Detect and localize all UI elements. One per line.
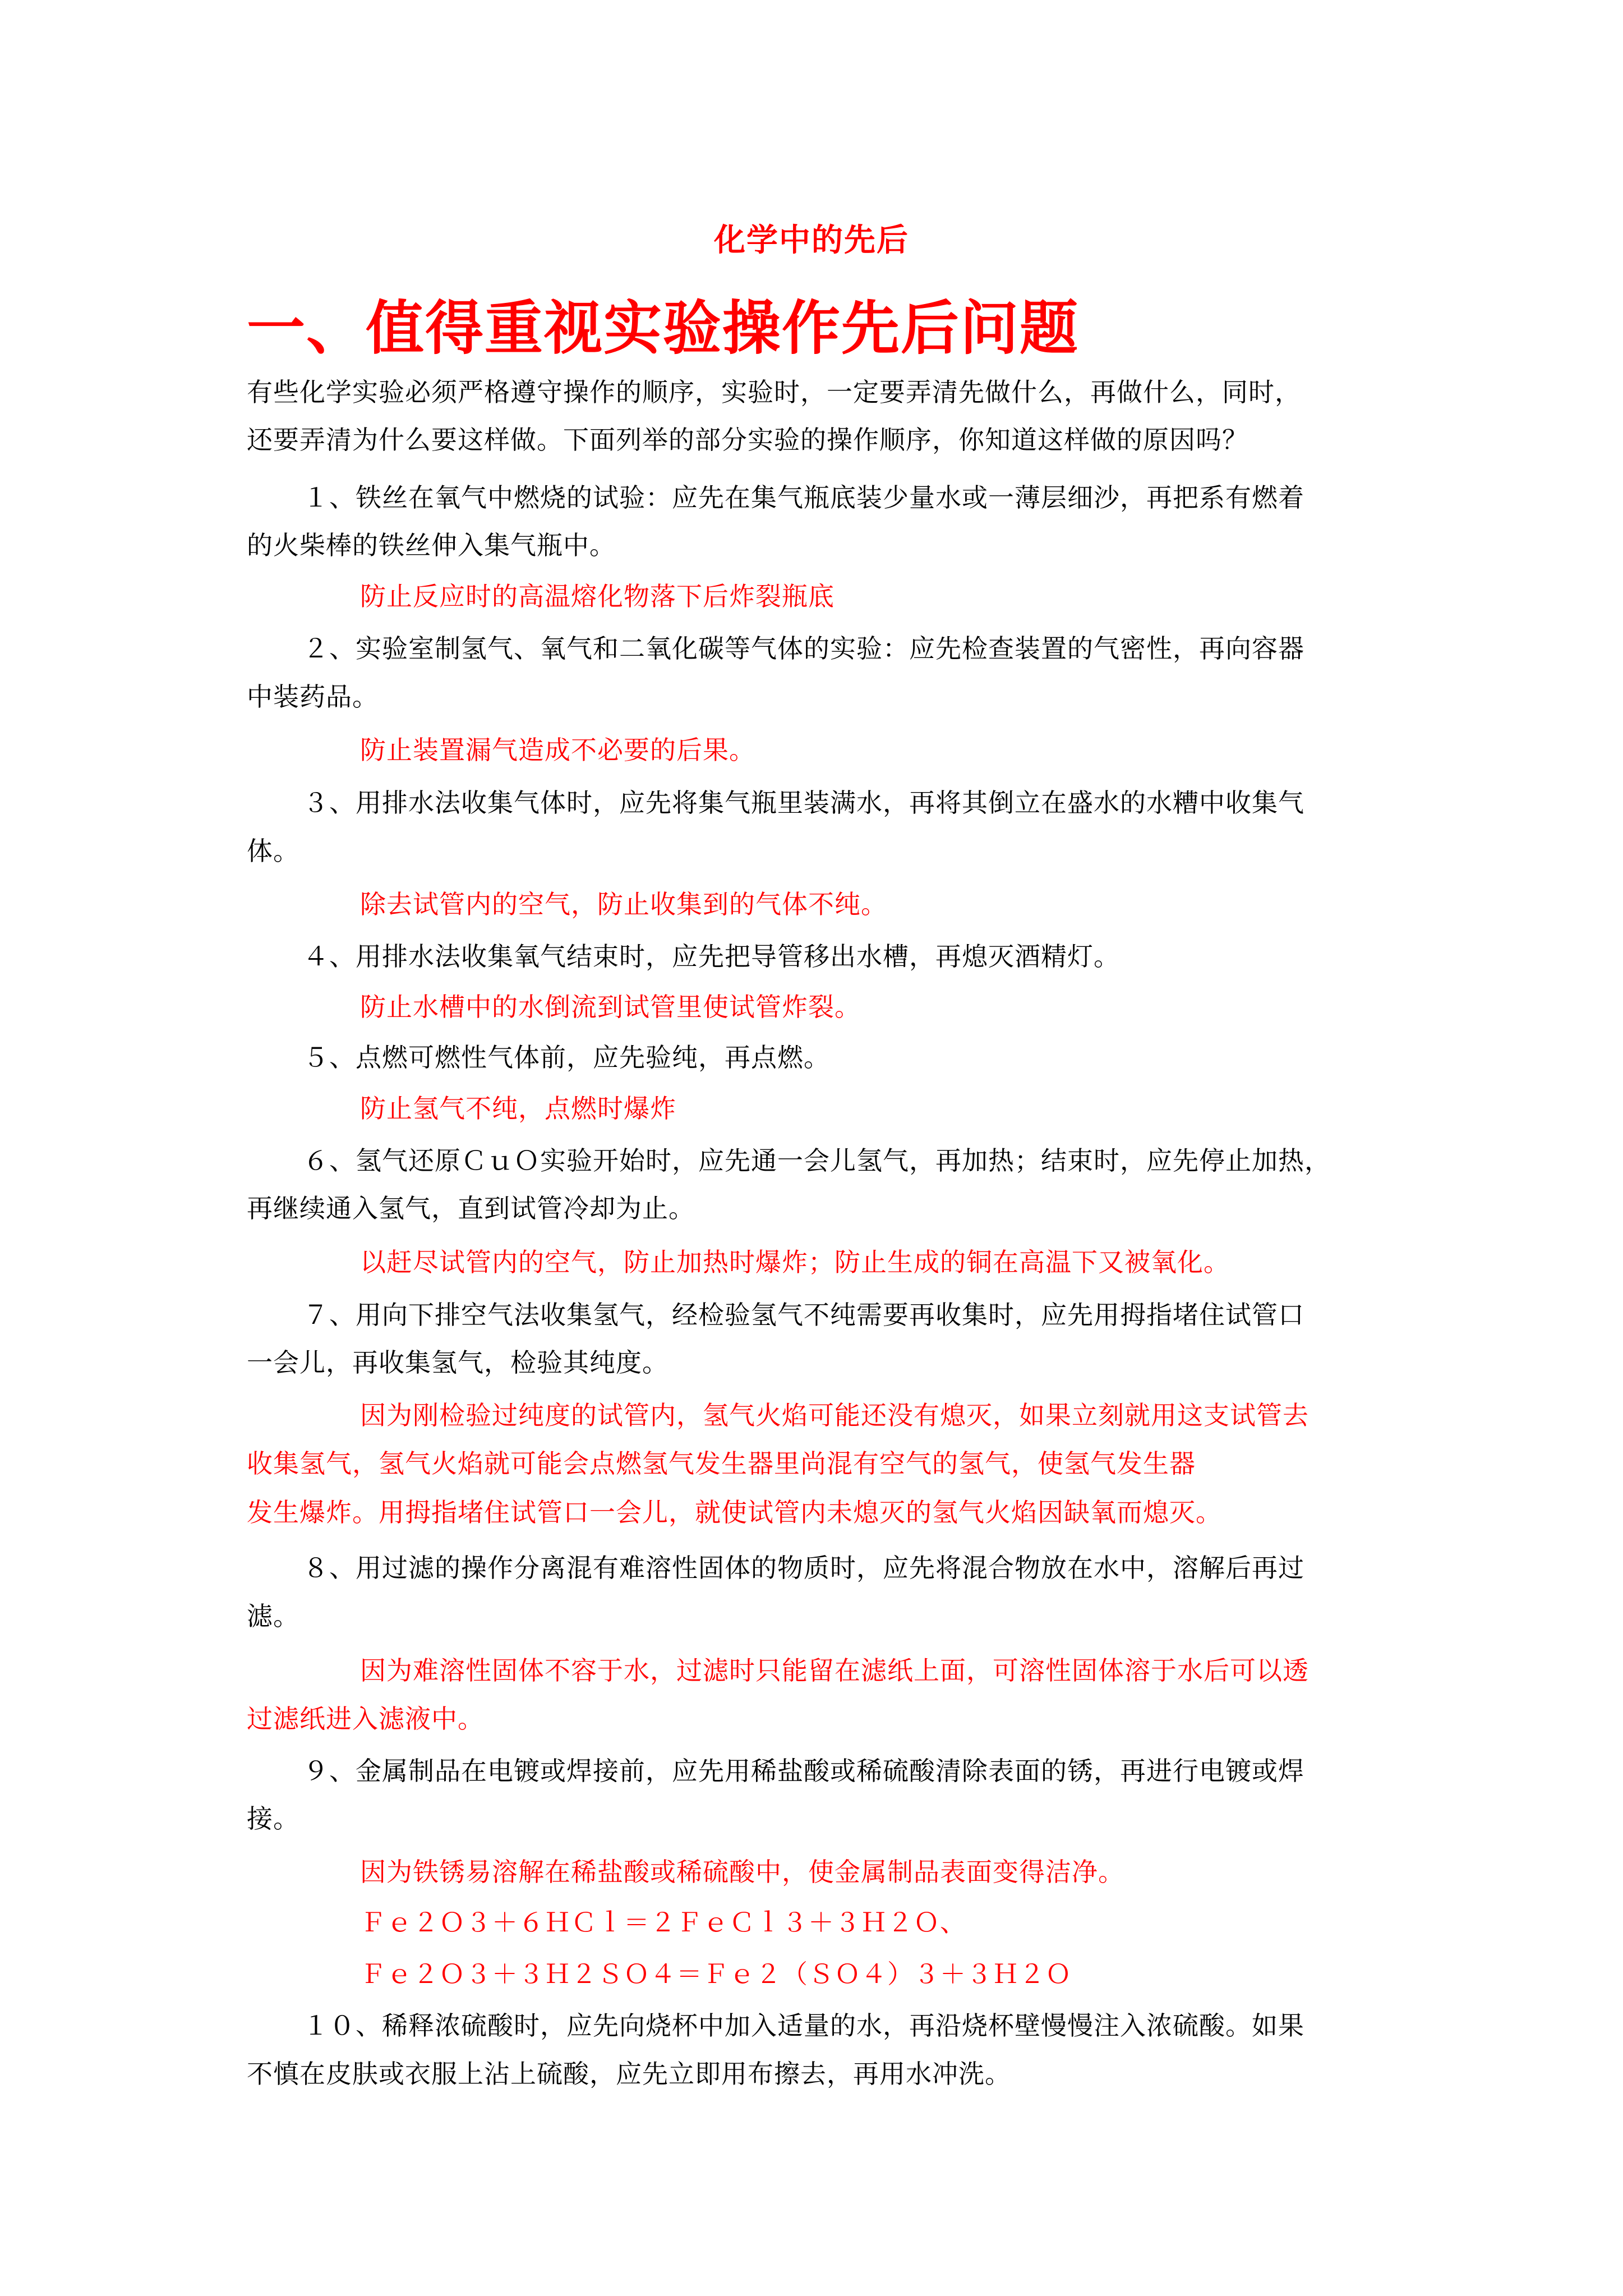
item-answer: 过滤纸进入滤液中。 <box>247 1704 484 1734</box>
item-answer: 防止氢气不纯，点燃时爆炸 <box>360 1093 676 1124</box>
item-answer: 因为难溶性固体不容于水，过滤时只能留在滤纸上面，可溶性固体溶于水后可以透 <box>360 1655 1309 1686</box>
item-answer: 防止水槽中的水倒流到试管里使试管炸裂。 <box>360 992 861 1022</box>
section-heading: 一、值得重视实验操作先后问题 <box>247 293 1080 362</box>
item-answer: 除去试管内的空气，防止收集到的气体不纯。 <box>360 889 887 919</box>
item-answer: 以赶尽试管内的空气，防止加热时爆炸；防止生成的铜在高温下又被氧化。 <box>360 1247 1230 1277</box>
item-line: 接。 <box>247 1803 299 1834</box>
item-line: 一会儿，再收集氢气，检验其纯度。 <box>247 1347 668 1378</box>
item-answer: 防止反应时的高温熔化物落下后炸裂瓶底 <box>360 581 834 611</box>
equation-line: Ｆｅ２Ｏ３＋３Ｈ２ＳＯ４＝Ｆｅ２（ＳＯ４）３＋３Ｈ２Ｏ <box>360 1959 1072 1989</box>
intro-line: 还要弄清为什么要这样做。下面列举的部分实验的操作顺序，你知道这样做的原因吗？ <box>247 425 1248 455</box>
item-line: ７、用向下排空气法收集氢气，经检验氢气不纯需要再收集时，应先用拇指堵住试管口 <box>303 1300 1304 1330</box>
item-line: ３、用排水法收集气体时，应先将集气瓶里装满水，再将其倒立在盛水的水糟中收集气 <box>303 788 1304 818</box>
item-line: 滤。 <box>247 1601 299 1631</box>
item-line: 中装药品。 <box>247 682 379 712</box>
item-answer: 防止装置漏气造成不必要的后果。 <box>360 735 755 765</box>
item-line: ５、点燃可燃性气体前，应先验纯，再点燃。 <box>303 1042 830 1073</box>
item-line: 的火柴棒的铁丝伸入集气瓶中。 <box>247 530 616 560</box>
document-title: 化学中的先后 <box>714 222 909 259</box>
intro-line: 有些化学实验必须严格遵守操作的顺序，实验时，一定要弄清先做什么，再做什么，同时， <box>247 377 1301 407</box>
equation-line: Ｆｅ２Ｏ３＋６ＨＣｌ＝２ＦｅＣｌ３＋３Ｈ２Ｏ、 <box>360 1907 966 1938</box>
item-line: ６、氢气还原ＣｕＯ实验开始时，应先通一会儿氢气，再加热；结束时，应先停止加热， <box>303 1145 1331 1176</box>
item-answer: 因为刚检验过纯度的试管内，氢气火焰可能还没有熄灭，如果立刻就用这支试管去 <box>360 1400 1309 1430</box>
item-answer: 发生爆炸。用拇指堵住试管口一会儿，就使试管内未熄灭的氢气火焰因缺氧而熄灭。 <box>247 1497 1222 1527</box>
item-line: 不慎在皮肤或衣服上沾上硫酸，应先立即用布擦去，再用水冲洗。 <box>247 2059 1011 2089</box>
item-line: ９、金属制品在电镀或焊接前，应先用稀盐酸或稀硫酸清除表面的锈，再进行电镀或焊 <box>303 1756 1304 1786</box>
item-answer: 因为铁锈易溶解在稀盐酸或稀硫酸中，使金属制品表面变得洁净。 <box>360 1857 1124 1887</box>
item-line: 再继续通入氢气，直到试管冷却为止。 <box>247 1193 695 1223</box>
item-line: ４、用排水法收集氧气结束时，应先把导管移出水槽，再熄灭酒精灯。 <box>303 941 1120 972</box>
item-line: １０、稀释浓硫酸时，应先向烧杯中加入适量的水，再沿烧杯壁慢慢注入浓硫酸。如果 <box>303 2010 1304 2041</box>
item-line: 体。 <box>247 836 299 866</box>
item-line: １、铁丝在氧气中燃烧的试验：应先在集气瓶底装少量水或一薄层细沙，再把系有燃着 <box>303 482 1304 513</box>
item-line: ８、用过滤的操作分离混有难溶性固体的物质时，应先将混合物放在水中，溶解后再过 <box>303 1553 1304 1583</box>
item-answer: 收集氢气，氢气火焰就可能会点燃氢气发生器里尚混有空气的氢气，使氢气发生器 <box>247 1448 1196 1479</box>
item-line: ２、实验室制氢气、氧气和二氧化碳等气体的实验：应先检查装置的气密性，再向容器 <box>303 633 1304 664</box>
